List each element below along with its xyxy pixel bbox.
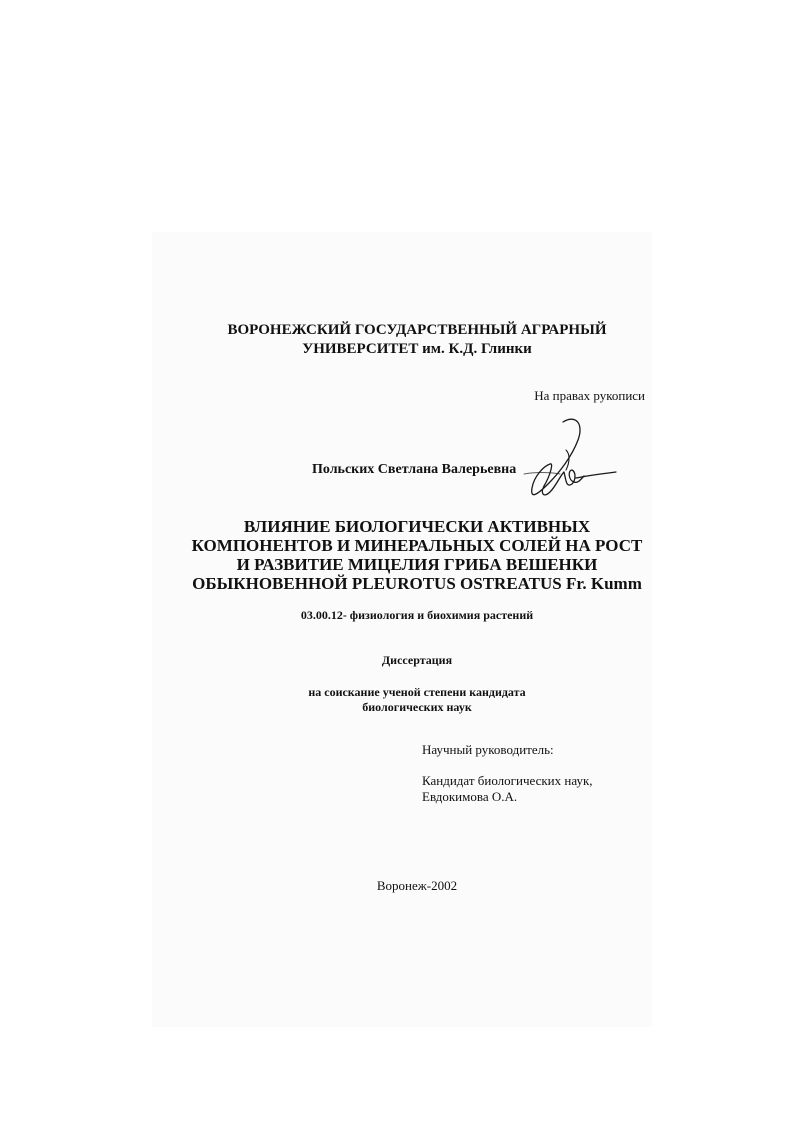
- supervisor-title: Кандидат биологических наук,: [422, 773, 593, 788]
- university-line-1: ВОРОНЕЖСКИЙ ГОСУДАРСТВЕННЫЙ АГРАРНЫЙ: [227, 322, 607, 338]
- supervisor-name: Евдокимова О.А.: [422, 789, 518, 804]
- title-line-4: ОБЫКНОВЕННОЙ PLEUROTUS OSTREATUS Fr. Kumm: [192, 574, 642, 593]
- supervisor-info: [422, 773, 593, 805]
- rights-note: На правах рукописи: [534, 388, 645, 403]
- city-year: Воронеж-2002: [376, 878, 458, 893]
- handwritten-signature: [520, 414, 620, 510]
- degree-line-1: на соискание ученой степени кандидата: [308, 685, 526, 699]
- supervisor-label: Научный руководитель:: [422, 742, 554, 757]
- document-type: Диссертация: [381, 653, 453, 667]
- dissertation-title: [152, 517, 682, 593]
- title-line-3: И РАЗВИТИЕ МИЦЕЛИЯ ГРИБА ВЕШЕНКИ: [236, 555, 598, 574]
- author-name: Польских Светлана Валерьевна: [312, 462, 517, 477]
- title-line-1: ВЛИЯНИЕ БИОЛОГИЧЕСКИ АКТИВНЫХ: [243, 517, 591, 536]
- title-line-2: КОМПОНЕНТОВ И МИНЕРАЛЬНЫХ СОЛЕЙ НА РОСТ: [191, 536, 643, 555]
- university-line-2: УНИВЕРСИТЕТ им. К.Д. Глинки: [302, 341, 532, 357]
- degree-line-2: биологических наук: [362, 700, 472, 714]
- specialty-code: 03.00.12- физиология и биохимия растений: [300, 608, 534, 622]
- university-name: [152, 321, 682, 359]
- degree-statement: [152, 685, 682, 715]
